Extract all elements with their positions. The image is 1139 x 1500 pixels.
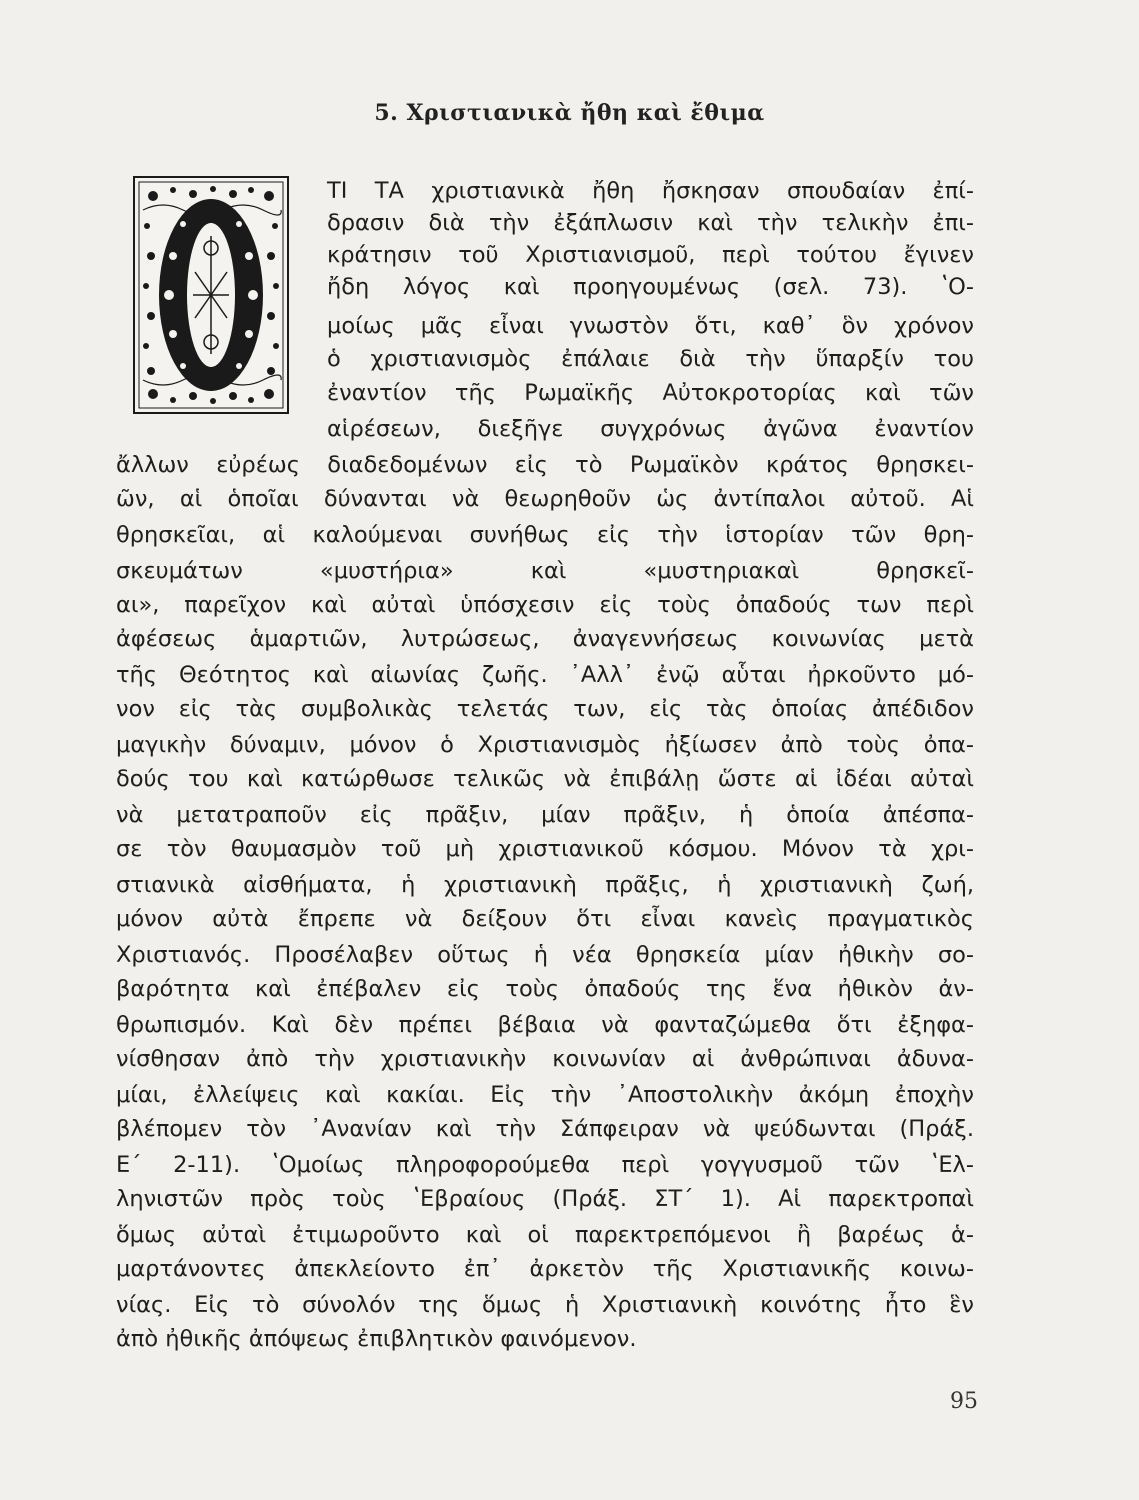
text-line: μαρτάνοντες ἀπεκλείοντο ἐπ᾿ ἀρκετὸν τῆς Χριστιανικῆς κοινω- — [116, 1256, 974, 1282]
text-line: ἤδη λόγος καὶ προηγουμένως (σελ. 73). ʽΟ- — [327, 274, 974, 300]
text-line: τῆς Θεότητος καὶ αἰωνίας ζωῆς. ᾿Αλλ᾿ ἐνῷ αὗται ἠρκοῦντο μό- — [116, 662, 974, 688]
text-line: Ε΄ 2-11). ʽΟμοίως πληροφορούμεθα περὶ γογγυσμοῦ τῶν ʽΕλ- — [116, 1152, 974, 1178]
text-line: βαρότητα καὶ ἐπέβαλεν εἰς τοὺς ὀπαδούς της ἕνα ἠθικὸν ἀν- — [116, 976, 974, 1002]
text-line: νίας. Εἰς τὸ σύνολόν της ὅμως ἡ Χριστιανικὴ κοινότης ἦτο ἓν — [116, 1292, 974, 1318]
text-line: μοίως μᾶς εἶναι γνωστὸν ὅτι, καθ᾿ ὃν χρόνον — [327, 313, 974, 339]
ornamental-drop-cap — [133, 176, 289, 414]
section-heading: 5. Χριστιανικὰ ἤθη καὶ ἔθιμα — [374, 100, 765, 126]
drop-cap-ornament-icon — [133, 176, 289, 414]
text-line: δρασιν διὰ τὴν ἐξάπλωσιν καὶ τὴν τελικὴν ἐπι- — [327, 210, 974, 236]
text-line: σε τὸν θαυμασμὸν τοῦ μὴ χριστιανικοῦ κόσμου. Μόνον τὰ χρι- — [116, 836, 974, 862]
text-line: ῶν, αἱ ὁποῖαι δύνανται νὰ θεωρηθοῦν ὡς ἀντίπαλοι αὐτοῦ. Αἱ — [116, 486, 974, 512]
text-line: θρησκεῖαι, αἱ καλούμεναι συνήθως εἰς τὴν ἱστορίαν τῶν θρη- — [116, 522, 974, 548]
text-line: βλέπομεν τὸν ᾿Ανανίαν καὶ τὴν Σάπφειραν νὰ ψεύδωνται (Πράξ. — [116, 1116, 974, 1142]
text-line: ἐναντίον τῆς Ρωμαϊκῆς Αὐτοκροτορίας καὶ τῶν — [327, 380, 974, 406]
text-line: κράτησιν τοῦ Χριστιανισμοῦ, περὶ τούτου ἔγινεν — [327, 242, 974, 268]
text-line: Χριστιανός. Προσέλαβεν οὕτως ἡ νέα θρησκεία μίαν ἠθικὴν σο- — [116, 942, 974, 968]
text-line: θρωπισμόν. Καὶ δὲν πρέπει βέβαια νὰ φανταζώμεθα ὅτι ἐξηφα- — [116, 1012, 974, 1038]
text-line: ληνιστῶν πρὸς τοὺς ʽΕβραίους (Πράξ. ΣΤ΄ 1). Αἱ παρεκτροπαὶ — [116, 1186, 974, 1212]
text-line: στιανικὰ αἰσθήματα, ἡ χριστιανικὴ πρᾶξις, ἡ χριστιανικὴ ζωή, — [116, 872, 974, 898]
text-line: ὁ χριστιανισμὸς ἐπάλαιε διὰ τὴν ὕπαρξίν του — [327, 346, 974, 372]
text-line: νὰ μετατραποῦν εἰς πρᾶξιν, μίαν πρᾶξιν, ἡ ὁποία ἀπέσπα- — [116, 802, 974, 828]
text-line: δούς του καὶ κατώρθωσε τελικῶς νὰ ἐπιβάλῃ ὥστε αἱ ἰδέαι αὐταὶ — [116, 766, 974, 792]
text-line: σκευμάτων «μυστήρια» καὶ «μυστηριακαὶ θρησκεῖ- — [116, 558, 974, 584]
text-line: αι», παρεῖχον καὶ αὐταὶ ὑπόσχεσιν εἰς τοὺς ὀπαδούς των περὶ — [116, 592, 974, 618]
page-number: 95 — [950, 1389, 978, 1414]
text-line: ὅμως αὐταὶ ἐτιμωροῦντο καὶ οἱ παρεκτρεπόμενοι ἢ βαρέως ἁ- — [116, 1222, 974, 1248]
text-line: νίσθησαν ἀπὸ τὴν χριστιανικὴν κοινωνίαν αἱ ἀνθρώπιναι ἀδυνα- — [116, 1046, 974, 1072]
text-line: νον εἰς τὰς συμβολικὰς τελετάς των, εἰς τὰς ὁποίας ἀπέδιδον — [116, 696, 974, 722]
text-line: αἱρέσεων, διεξῆγε συγχρόνως ἀγῶνα ἐναντίον — [327, 416, 974, 442]
text-line: μίαι, ἐλλείψεις καὶ κακίαι. Εἰς τὴν ᾿Αποστολικὴν ἀκόμη ἐποχὴν — [116, 1082, 974, 1108]
text-line-last: ἀπὸ ἠθικῆς ἀπόψεως ἐπιβλητικὸν φαινόμενον. — [116, 1326, 637, 1352]
text-line: ΤΙ ΤΑ χριστιανικὰ ἤθη ἤσκησαν σπουδαίαν ἐπί- — [327, 178, 974, 204]
text-line: ἀφέσεως ἁμαρτιῶν, λυτρώσεως, ἀναγεννήσεως κοινωνίας μετὰ — [116, 626, 974, 652]
text-line: μαγικὴν δύναμιν, μόνον ὁ Χριστιανισμὸς ἠξίωσεν ἀπὸ τοὺς ὀπα- — [116, 732, 974, 758]
text-line: ἄλλων εὐρέως διαδεδομένων εἰς τὸ Ρωμαϊκὸν κράτος θρησκει- — [116, 452, 974, 478]
text-line: μόνον αὐτὰ ἔπρεπε νὰ δείξουν ὅτι εἶναι κανεὶς πραγματικὸς — [116, 906, 974, 932]
